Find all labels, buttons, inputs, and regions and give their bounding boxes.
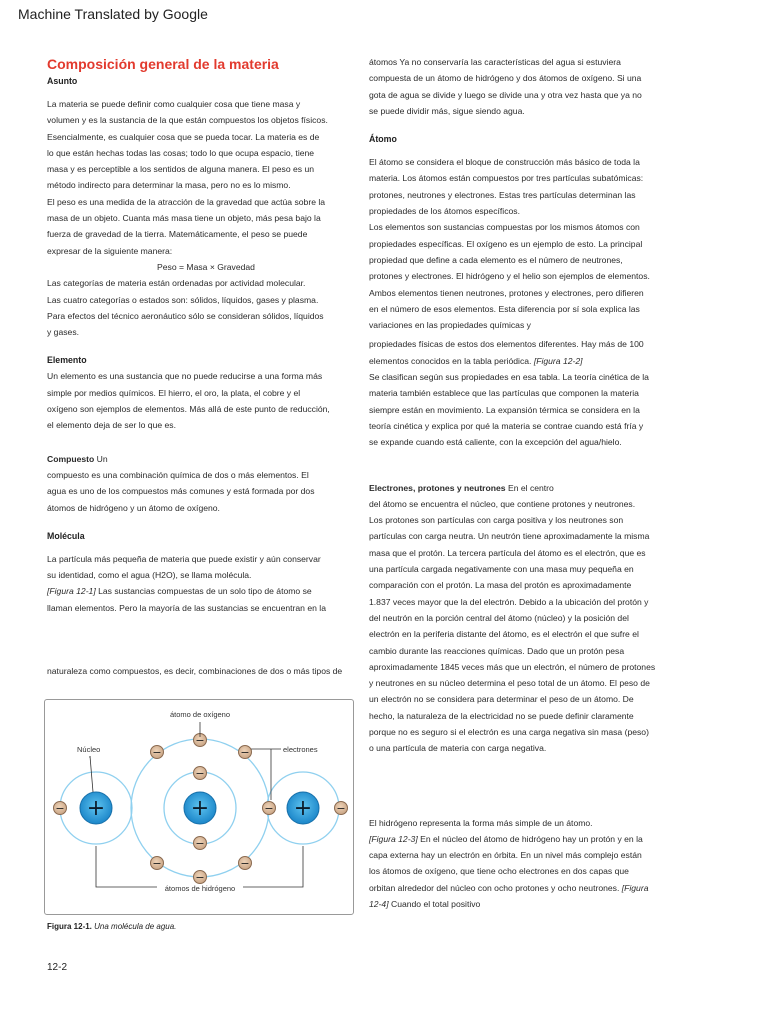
electron [151,746,164,760]
svg-text:−: − [195,734,205,747]
electron [194,871,207,885]
svg-text:−: − [195,767,205,780]
svg-text:+: + [293,796,313,821]
label-electrons: electrones [283,745,318,754]
asunto-paragraph: La materia se puede definir como cualquier cosa que tiene masa y volumen y es la sustancia de la que están compuestos los objetos físicos. Esencialmente, es cualquier cosa que se pueda tocar. La materia es de lo que están hechas todas las cosas; todo lo que ocupa espacio, tiene masa y es perceptible a los sentidos de alguna manera. El peso es un método indirecto para determinar la masa, pero no es lo mismo. El peso es una medida de la atracción de la gravedad que actúa sobre la masa de un objeto. Cuanta más masa tiene un objeto, más pesa bajo la fuerza de gravedad de la tierra. Matemáticamente, el peso se puede expresar de la siguiente manera: [47,99,328,256]
svg-text:−: − [240,746,250,759]
svg-text:−: − [195,837,205,850]
figure-ref-12-1[interactable]: [Figura 12-1] [47,586,96,597]
svg-text:−: − [152,857,162,870]
water-molecule-diagram [45,700,353,914]
electron [194,767,207,781]
intro-paragraph: átomos Ya no conservaría las características del agua si estuviera compuesta de un átomo de hidrógeno y dos átomos de oxígeno. Si una gota de agua se divide y luego se divide una y otra vez hasta que ya no se puede dividir más, sigue siendo agua. [369,57,642,116]
svg-text:−: − [152,746,162,759]
page-title: Composición general de la materia [47,56,279,72]
heading-atomo: Átomo [369,134,397,145]
weight-equation: Peso = Masa × Gravedad [157,261,255,272]
atomo-paragraph: El átomo se considera el bloque de construcción más básico de toda la materia. Los átomos están compuestos por tres partículas subatómicas: protones, neutrones y electrones. Estas tres partículas determinan las propiedades de los átomos específicos. Los elementos son sustancias compuestas por los mismos átomos con propiedades específicas. El oxígeno es un ejemplo de esto. La principal propiedad que define a cada elemento es el número de neutrones, protones y electrones. El hidrógeno y el helio son ejemplos de elementos. Ambos elementos tienen neutrones, protones y electrones, pero difieren en el número de esos elementos. Esta diferencia por sí sola explica las variaciones en las propiedades químicas y propiedades físicas de estos dos elementos diferentes. Hay más de 100 elementos conocidos en la tabla periódica. [Figura 12-2] Se clasifican según sus propiedades en esa tabla. La teoría cinética de la materia también establece que las partículas que componen la materia siempre están en movimiento. La expansión térmica se considera en la teoría cinética y explica por qué la materia se contrae cuando está fría y se expande cuando está caliente, con la excepción del agua/hielo. [369,157,650,448]
svg-text:+: + [190,796,210,821]
categories-paragraph: Las categorías de materia están ordenadas por actividad molecular. Las cuatro categorías o estados son: sólidos, líquidos, gases y plasma. Para efectos del técnico aeronáutico sólo se consideran sólidos, líquidos y gases. [47,278,324,338]
page-number: 12-2 [47,962,68,973]
svg-text:−: − [55,802,65,815]
electron [194,837,207,851]
svg-text:−: − [195,871,205,884]
oxygen-nucleus [184,792,216,824]
electron [239,746,252,760]
electron [263,802,276,816]
svg-text:+: + [86,796,106,821]
heading-elemento: Elemento [47,355,87,366]
svg-text:−: − [240,857,250,870]
figure-caption: Figura 12-1. Una molécula de agua. [47,922,177,931]
electron [54,802,67,816]
epn-lead: Electrones, protones y neutrones En el centro [369,482,554,493]
label-hydrogen-atoms: átomos de hidrógeno [164,884,236,893]
figure-ref-12-3[interactable]: [Figura 12-3] [369,833,418,844]
electron [151,857,164,871]
figure-ref-12-4[interactable]: [Figura [621,882,649,893]
figure-ref-12-2[interactable]: [Figura 12-2] [533,355,583,366]
heading-molecula: Molécula [47,530,85,541]
heading-compuesto: Compuesto [47,453,95,464]
compuesto-lead: Compuesto Un [47,453,108,464]
figure-water-molecule [44,699,354,915]
figure-ref-12-4-cont[interactable]: 12-4] [369,899,389,910]
heading-asunto: Asunto [47,76,78,86]
compuesto-paragraph: compuesto es una combinación química de dos o más elementos. El agua es uno de los compuestos más comunes y está formada por dos átomos de hidrógeno y un átomo de oxígeno. [47,469,315,513]
right-column [369,54,679,912]
svg-text:−: − [264,802,274,815]
machine-translated-banner: Machine Translated by Google [18,6,208,22]
electron [335,802,348,816]
hydrogen-nucleus-left [80,792,112,824]
electron [239,857,252,871]
label-oxygen-atom: átomo de oxígeno [169,710,231,719]
hydrogen-nucleus-right [287,792,319,824]
label-nucleus: Núcleo [77,745,101,754]
elemento-paragraph: Un elemento es una sustancia que no puede reducirse a una forma más simple por medios químicos. El hierro, el oro, la plata, el cobre y el oxígeno son ejemplos de elementos. Más allá de este punto de reducción, el elemento deja de ser lo que es. [47,371,330,431]
molecula-paragraph: La partícula más pequeña de materia que puede existir y aún conservar su identidad, como el agua (H2O), se llama molécula. [Figura 12-1] Las sustancias compuestas de un solo tipo de átomo se llaman elementos. Pero la mayoría de las sustancias se encuentran en la [47,553,326,613]
svg-text:−: − [336,802,346,815]
epn-paragraph: del átomo se encuentra el núcleo, que contiene protones y neutrones. Los protones son partículas con carga positiva y los neutrones son partículas con carga neutra. Un neutrón tiene aproximadamente la misma masa que el protón. La tercera partícula del átomo es el electrón, que es una partícula cargada negativamente con una masa muy pequeña en comparación con el protón. La masa del protón es aproximadamente 1.837 veces mayor que la del electrón. Debido a la ubicación del protón y del neutrón en la porción central del átomo (núcleo) y la posición del electrón en la periferia distante del átomo, es el electrón el que sufre el cambio durante las reacciones químicas. Dado que un protón pesa aproximadamente 1845 veces más que un electrón, el número de protones y neutrones en su núcleo determina el peso total de un átomo. El peso de un electrón no se considera para determinar el peso de un átomo. De hecho, la naturaleza de la electricidad no se puede definir claramente porque no es seguro si el electrón es una carga negativa sin masa (peso) o una partícula de materia con carga negativa. [369,498,656,754]
molecula-tail-line: naturaleza como compuestos, es decir, combinaciones de dos o más tipos de [47,666,343,676]
left-column [47,55,365,616]
hydrogen-paragraph: El hidrógeno representa la forma más simple de un átomo. [Figura 12-3] En el núcleo del átomo de hidrógeno hay un protón y en la capa externa hay un electrón en órbita. En un nivel más complejo están los átomos de oxígeno, que tiene ocho electrones en dos capas que orbitan alrededor del núcleo con ocho protones y ocho neutrones. [Figura 12-4] Cuando el total positivo [369,817,649,910]
heading-electrones: Electrones, protones y neutrones [369,482,506,493]
